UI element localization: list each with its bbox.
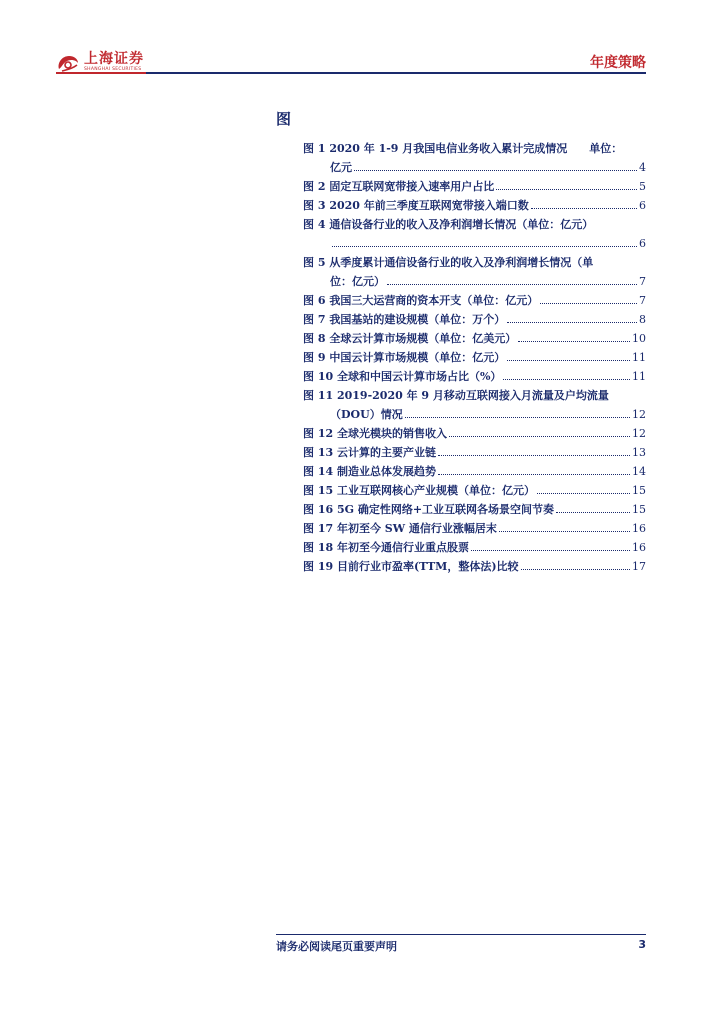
toc-entry-page: 10	[632, 332, 646, 345]
toc-leader-dots	[354, 170, 637, 171]
toc-entry-title: 图 9 中国云计算市场规模（单位：亿元）	[303, 351, 506, 364]
toc-entry[interactable]	[303, 424, 646, 443]
footer-divider	[276, 934, 646, 935]
toc-entry-title: 图 10 全球和中国云计算市场占比（%）	[303, 370, 502, 383]
toc-entry-title: 图 6 我国三大运营商的资本开支（单位：亿元）	[303, 294, 539, 307]
toc-entry[interactable]	[303, 253, 646, 291]
toc-entry-title: 图 19 目前行业市盈率(TTM，整体法)比较	[303, 560, 519, 573]
header-divider-red	[56, 72, 146, 74]
toc-entry-title: 图 15 工业互联网核心产业规模（单位：亿元）	[303, 484, 535, 497]
toc-entry-page: 14	[632, 465, 646, 478]
toc-entry[interactable]	[303, 177, 646, 196]
toc-entry-title: 图 18 年初至今通信行业重点股票	[303, 541, 469, 554]
toc-leader-dots	[540, 303, 637, 304]
toc-entry-page: 5	[639, 180, 646, 193]
toc-entry[interactable]	[303, 367, 646, 386]
toc-entry-page: 13	[632, 446, 646, 459]
toc-entry-page: 6	[639, 237, 646, 250]
toc-entry-page: 8	[639, 313, 646, 326]
toc-entry-title: 图 8 全球云计算市场规模（单位：亿美元）	[303, 332, 517, 345]
toc-entry-title: 图 17 年初至今 SW 通信行业涨幅居末	[303, 522, 497, 535]
page-number: 3	[638, 938, 646, 951]
toc-entry[interactable]	[303, 348, 646, 367]
toc-entry[interactable]	[303, 462, 646, 481]
figure-table-of-contents	[276, 108, 646, 576]
toc-leader-dots	[449, 436, 630, 437]
toc-entry-page: 7	[639, 294, 646, 307]
toc-entry-page: 15	[632, 503, 646, 516]
toc-list	[276, 139, 646, 576]
logo-english-name: SHANGHAI SECURITIES	[84, 67, 142, 72]
page-header	[0, 0, 724, 80]
toc-entry[interactable]	[303, 519, 646, 538]
toc-entry[interactable]	[303, 139, 646, 177]
toc-entry-page: 11	[632, 351, 646, 364]
toc-entry-page: 15	[632, 484, 646, 497]
toc-leader-dots	[507, 360, 630, 361]
toc-entry-title-continued: 位：亿元）	[330, 275, 385, 288]
toc-entry-title: 图 5 从季度累计通信设备行业的收入及净利润增长情况（单	[303, 256, 594, 269]
toc-entry[interactable]	[303, 557, 646, 576]
report-type-title: 年度策略	[590, 55, 646, 71]
disclaimer-notice: 请务必阅读尾页重要声明	[276, 940, 397, 953]
toc-leader-dots	[507, 322, 637, 323]
toc-entry-page: 12	[632, 408, 646, 421]
toc-entry-page: 12	[632, 427, 646, 440]
toc-entry[interactable]	[303, 443, 646, 462]
toc-entry[interactable]	[303, 196, 646, 215]
toc-leader-dots	[387, 284, 637, 285]
toc-entry[interactable]	[303, 291, 646, 310]
toc-entry-title: 图 1 2020 年 1-9 月我国电信业务收入累计完成情况 单位：	[303, 142, 623, 155]
toc-entry[interactable]	[303, 481, 646, 500]
toc-heading: 图	[276, 110, 292, 128]
toc-entry-page: 11	[632, 370, 646, 383]
toc-leader-dots	[405, 417, 630, 418]
logo-emblem-icon	[56, 53, 80, 73]
toc-entry[interactable]	[303, 310, 646, 329]
toc-entry-title: 图 13 云计算的主要产业链	[303, 446, 436, 459]
logo-chinese-name: 上海证券	[84, 51, 144, 67]
toc-entry-title: 图 2 固定互联网宽带接入速率用户占比	[303, 180, 495, 193]
toc-entry-title: 图 4 通信设备行业的收入及净利润增长情况（单位：亿元）	[303, 218, 594, 231]
toc-leader-dots	[438, 474, 630, 475]
toc-entry[interactable]	[303, 386, 646, 424]
toc-leader-dots	[531, 208, 637, 209]
toc-entry-title: 图 12 全球光模块的销售收入	[303, 427, 447, 440]
company-logo	[56, 52, 144, 73]
toc-entry[interactable]	[303, 215, 646, 253]
toc-entry-page: 17	[632, 560, 646, 573]
toc-entry[interactable]	[303, 538, 646, 557]
toc-entry-page: 6	[639, 199, 646, 212]
toc-entry-page: 4	[639, 161, 646, 174]
toc-entry-title: 图 11 2019-2020 年 9 月移动互联网接入月流量及户均流量	[303, 389, 609, 402]
toc-leader-dots	[471, 550, 630, 551]
toc-leader-dots	[496, 189, 637, 190]
toc-entry-title: 图 14 制造业总体发展趋势	[303, 465, 436, 478]
toc-entry-title: 图 7 我国基站的建设规模（单位：万个）	[303, 313, 506, 326]
toc-entry-page: 16	[632, 522, 646, 535]
toc-leader-dots	[521, 569, 630, 570]
toc-entry-title: 图 3 2020 年前三季度互联网宽带接入端口数	[303, 199, 529, 212]
toc-leader-dots	[499, 531, 630, 532]
toc-entry-page: 16	[632, 541, 646, 554]
header-divider-blue	[146, 72, 646, 74]
toc-entry-title-continued: （DOU）情况	[330, 408, 403, 421]
toc-leader-dots	[503, 379, 630, 380]
toc-leader-dots	[332, 246, 637, 247]
toc-entry-title-continued: 亿元	[330, 161, 352, 174]
toc-entry[interactable]	[303, 500, 646, 519]
toc-entry-page: 7	[639, 275, 646, 288]
toc-entry[interactable]	[303, 329, 646, 348]
toc-leader-dots	[518, 341, 630, 342]
toc-entry-title: 图 16 5G 确定性网络+工业互联网各场景空间节奏	[303, 503, 555, 516]
toc-leader-dots	[438, 455, 630, 456]
toc-leader-dots	[537, 493, 630, 494]
toc-leader-dots	[556, 512, 630, 513]
